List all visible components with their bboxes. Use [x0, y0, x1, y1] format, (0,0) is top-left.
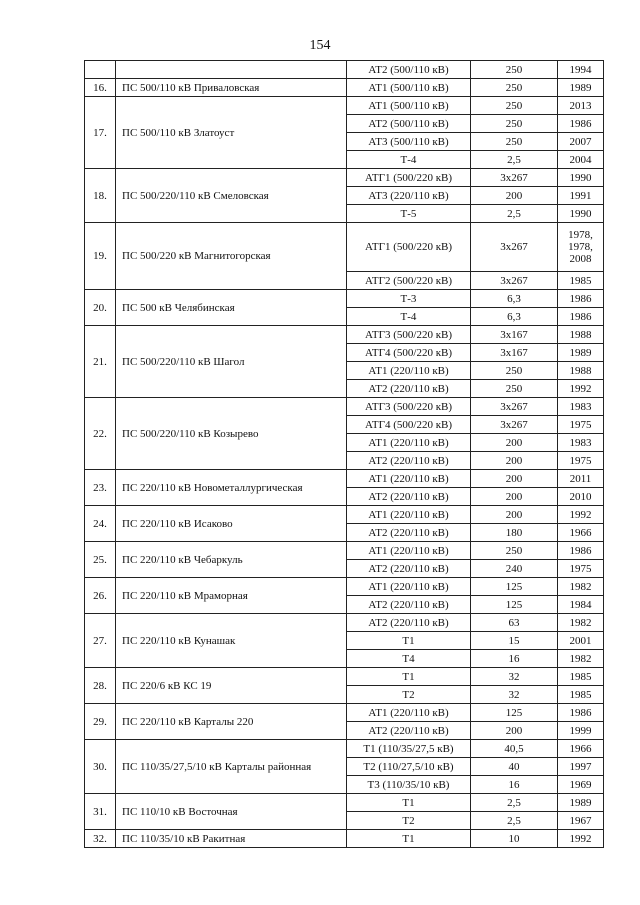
equipment-cell: АТГ2 (500/220 кВ): [347, 272, 471, 290]
equipment-cell: Т2: [347, 686, 471, 704]
power-cell: 3х267: [471, 398, 558, 416]
equipment-cell: АТ2 (220/110 кВ): [347, 380, 471, 398]
table-row: [85, 830, 604, 848]
table-row: [85, 169, 604, 187]
equipment-cell: АТГ1 (500/220 кВ): [347, 223, 471, 272]
row-number-cell: 26.: [85, 578, 116, 614]
substation-name-cell: ПС 500/220 кВ Магнитогорская: [116, 223, 347, 290]
equipment-cell: АТ2 (500/110 кВ): [347, 61, 471, 79]
table-row: [85, 97, 604, 115]
power-cell: 2,5: [471, 812, 558, 830]
power-cell: 200: [471, 470, 558, 488]
row-number-cell: 19.: [85, 223, 116, 290]
row-number-cell: 21.: [85, 326, 116, 398]
table-row: [85, 470, 604, 488]
page-number: 154: [309, 38, 331, 53]
equipment-cell: АТ1 (500/110 кВ): [347, 97, 471, 115]
power-cell: 200: [471, 488, 558, 506]
power-cell: 250: [471, 542, 558, 560]
power-cell: 125: [471, 704, 558, 722]
year-cell: 1983: [558, 434, 604, 452]
power-cell: 32: [471, 668, 558, 686]
equipment-cell: АТ3 (500/110 кВ): [347, 133, 471, 151]
equipment-cell: Т1: [347, 830, 471, 848]
power-cell: 32: [471, 686, 558, 704]
row-number-cell: 24.: [85, 506, 116, 542]
power-cell: 2,5: [471, 794, 558, 812]
year-cell: 1982: [558, 650, 604, 668]
year-cell: 1990: [558, 169, 604, 187]
substation-equipment-table: [84, 60, 604, 848]
table-row: [85, 542, 604, 560]
year-cell: 1966: [558, 740, 604, 758]
power-cell: 250: [471, 133, 558, 151]
power-cell: 2,5: [471, 151, 558, 169]
equipment-cell: АТ3 (220/110 кВ): [347, 187, 471, 205]
equipment-cell: АТ1 (220/110 кВ): [347, 506, 471, 524]
power-cell: 250: [471, 380, 558, 398]
substation-name-cell: ПС 110/35/10 кВ Ракитная: [116, 830, 347, 848]
equipment-cell: Т1: [347, 668, 471, 686]
substation-name-cell: ПС 220/110 кВ Мраморная: [116, 578, 347, 614]
table-row: [85, 506, 604, 524]
substation-name-cell: ПС 500/220/110 кВ Смеловская: [116, 169, 347, 223]
row-number-cell: 18.: [85, 169, 116, 223]
equipment-cell: АТ2 (220/110 кВ): [347, 488, 471, 506]
row-number-cell: 32.: [85, 830, 116, 848]
year-cell: 1989: [558, 794, 604, 812]
year-cell: 1992: [558, 506, 604, 524]
substation-name-cell: ПС 500/110 кВ Приваловская: [116, 79, 347, 97]
equipment-cell: Т4: [347, 650, 471, 668]
year-cell: 1986: [558, 290, 604, 308]
table-row: [85, 614, 604, 632]
year-cell: 1997: [558, 758, 604, 776]
substation-name-cell: ПС 220/110 кВ Исаково: [116, 506, 347, 542]
year-cell: 1986: [558, 308, 604, 326]
row-number-cell: 29.: [85, 704, 116, 740]
equipment-cell: Т2 (110/27,5/10 кВ): [347, 758, 471, 776]
table-row: [85, 668, 604, 686]
power-cell: 6,3: [471, 308, 558, 326]
table-row: [85, 61, 604, 79]
year-cell: 1975: [558, 560, 604, 578]
substation-name-cell: ПС 500/220/110 кВ Шагол: [116, 326, 347, 398]
substation-name-cell: ПС 500 кВ Челябинская: [116, 290, 347, 326]
power-cell: 250: [471, 97, 558, 115]
year-cell: 1982: [558, 614, 604, 632]
equipment-cell: Т1: [347, 794, 471, 812]
equipment-cell: АТ2 (220/110 кВ): [347, 722, 471, 740]
power-cell: 16: [471, 650, 558, 668]
year-cell: 1990: [558, 205, 604, 223]
year-cell: 1986: [558, 542, 604, 560]
table-row: [85, 326, 604, 344]
equipment-cell: Т-5: [347, 205, 471, 223]
year-cell: 1989: [558, 79, 604, 97]
power-cell: 2,5: [471, 205, 558, 223]
equipment-cell: АТГ1 (500/220 кВ): [347, 169, 471, 187]
year-cell: 1985: [558, 686, 604, 704]
row-number-cell: 25.: [85, 542, 116, 578]
year-cell: 1966: [558, 524, 604, 542]
power-cell: 250: [471, 115, 558, 133]
power-cell: 3х167: [471, 344, 558, 362]
year-cell: 2013: [558, 97, 604, 115]
power-cell: 3х267: [471, 416, 558, 434]
equipment-cell: Т1: [347, 632, 471, 650]
row-number-cell: 30.: [85, 740, 116, 794]
year-cell: 1978, 1978, 2008: [558, 223, 604, 272]
equipment-cell: Т2: [347, 812, 471, 830]
table-row: [85, 398, 604, 416]
table-row: [85, 794, 604, 812]
power-cell: 3х267: [471, 272, 558, 290]
equipment-cell: Т1 (110/35/27,5 кВ): [347, 740, 471, 758]
row-number-cell: [85, 61, 116, 79]
power-cell: 240: [471, 560, 558, 578]
equipment-cell: АТ2 (220/110 кВ): [347, 596, 471, 614]
equipment-cell: АТГ4 (500/220 кВ): [347, 416, 471, 434]
year-cell: 1967: [558, 812, 604, 830]
year-cell: 2004: [558, 151, 604, 169]
year-cell: 1975: [558, 452, 604, 470]
year-cell: 1999: [558, 722, 604, 740]
substation-name-cell: ПС 220/110 кВ Карталы 220: [116, 704, 347, 740]
year-cell: 1988: [558, 362, 604, 380]
row-number-cell: 27.: [85, 614, 116, 668]
year-cell: 1985: [558, 668, 604, 686]
power-cell: 200: [471, 187, 558, 205]
power-cell: 6,3: [471, 290, 558, 308]
equipment-cell: АТ1 (220/110 кВ): [347, 470, 471, 488]
equipment-cell: АТ1 (220/110 кВ): [347, 704, 471, 722]
equipment-cell: АТ2 (220/110 кВ): [347, 452, 471, 470]
year-cell: 1975: [558, 416, 604, 434]
year-cell: 2001: [558, 632, 604, 650]
power-cell: 125: [471, 578, 558, 596]
power-cell: 180: [471, 524, 558, 542]
table-body: [85, 61, 604, 848]
power-cell: 125: [471, 596, 558, 614]
substation-name-cell: ПС 220/110 кВ Новометаллургическая: [116, 470, 347, 506]
power-cell: 200: [471, 434, 558, 452]
year-cell: 1988: [558, 326, 604, 344]
table-row: [85, 740, 604, 758]
substation-name-cell: ПС 220/6 кВ КС 19: [116, 668, 347, 704]
power-cell: 3х267: [471, 223, 558, 272]
equipment-cell: АТ1 (220/110 кВ): [347, 578, 471, 596]
row-number-cell: 17.: [85, 97, 116, 169]
row-number-cell: 31.: [85, 794, 116, 830]
equipment-cell: Т-4: [347, 151, 471, 169]
power-cell: 3х167: [471, 326, 558, 344]
equipment-cell: АТ2 (500/110 кВ): [347, 115, 471, 133]
power-cell: 200: [471, 506, 558, 524]
equipment-cell: АТ2 (220/110 кВ): [347, 614, 471, 632]
power-cell: 16: [471, 776, 558, 794]
table-row: [85, 578, 604, 596]
row-number-cell: 22.: [85, 398, 116, 470]
table-row: [85, 79, 604, 97]
table-row: [85, 290, 604, 308]
year-cell: 1992: [558, 380, 604, 398]
equipment-cell: АТГ3 (500/220 кВ): [347, 326, 471, 344]
power-cell: 250: [471, 79, 558, 97]
equipment-cell: АТГ3 (500/220 кВ): [347, 398, 471, 416]
equipment-cell: АТ1 (500/110 кВ): [347, 79, 471, 97]
substation-name-cell: ПС 110/35/27,5/10 кВ Карталы районная: [116, 740, 347, 794]
equipment-cell: Т-4: [347, 308, 471, 326]
power-cell: 250: [471, 61, 558, 79]
row-number-cell: 16.: [85, 79, 116, 97]
year-cell: 1992: [558, 830, 604, 848]
equipment-cell: АТ2 (220/110 кВ): [347, 560, 471, 578]
power-cell: 250: [471, 362, 558, 380]
year-cell: 2011: [558, 470, 604, 488]
year-cell: 1984: [558, 596, 604, 614]
year-cell: 1983: [558, 398, 604, 416]
year-cell: 1994: [558, 61, 604, 79]
power-cell: 10: [471, 830, 558, 848]
power-cell: 40,5: [471, 740, 558, 758]
substation-name-cell: ПС 110/10 кВ Восточная: [116, 794, 347, 830]
equipment-cell: АТ2 (220/110 кВ): [347, 524, 471, 542]
equipment-cell: Т-3: [347, 290, 471, 308]
table-row: [85, 704, 604, 722]
year-cell: 1986: [558, 115, 604, 133]
power-cell: 63: [471, 614, 558, 632]
year-cell: 1986: [558, 704, 604, 722]
power-cell: 200: [471, 722, 558, 740]
year-cell: 1969: [558, 776, 604, 794]
year-cell: 1989: [558, 344, 604, 362]
power-cell: 40: [471, 758, 558, 776]
substation-name-cell: ПС 500/110 кВ Златоуст: [116, 97, 347, 169]
power-cell: 200: [471, 452, 558, 470]
year-cell: 1985: [558, 272, 604, 290]
substation-name-cell: [116, 61, 347, 79]
equipment-cell: АТГ4 (500/220 кВ): [347, 344, 471, 362]
row-number-cell: 20.: [85, 290, 116, 326]
equipment-cell: АТ1 (220/110 кВ): [347, 542, 471, 560]
year-cell: 2007: [558, 133, 604, 151]
substation-name-cell: ПС 220/110 кВ Кунашак: [116, 614, 347, 668]
power-cell: 15: [471, 632, 558, 650]
table-row: [85, 223, 604, 272]
equipment-cell: АТ1 (220/110 кВ): [347, 434, 471, 452]
substation-name-cell: ПС 220/110 кВ Чебаркуль: [116, 542, 347, 578]
year-cell: 2010: [558, 488, 604, 506]
row-number-cell: 28.: [85, 668, 116, 704]
power-cell: 3х267: [471, 169, 558, 187]
equipment-cell: Т3 (110/35/10 кВ): [347, 776, 471, 794]
row-number-cell: 23.: [85, 470, 116, 506]
substation-name-cell: ПС 500/220/110 кВ Козырево: [116, 398, 347, 470]
year-cell: 1991: [558, 187, 604, 205]
year-cell: 1982: [558, 578, 604, 596]
equipment-cell: АТ1 (220/110 кВ): [347, 362, 471, 380]
